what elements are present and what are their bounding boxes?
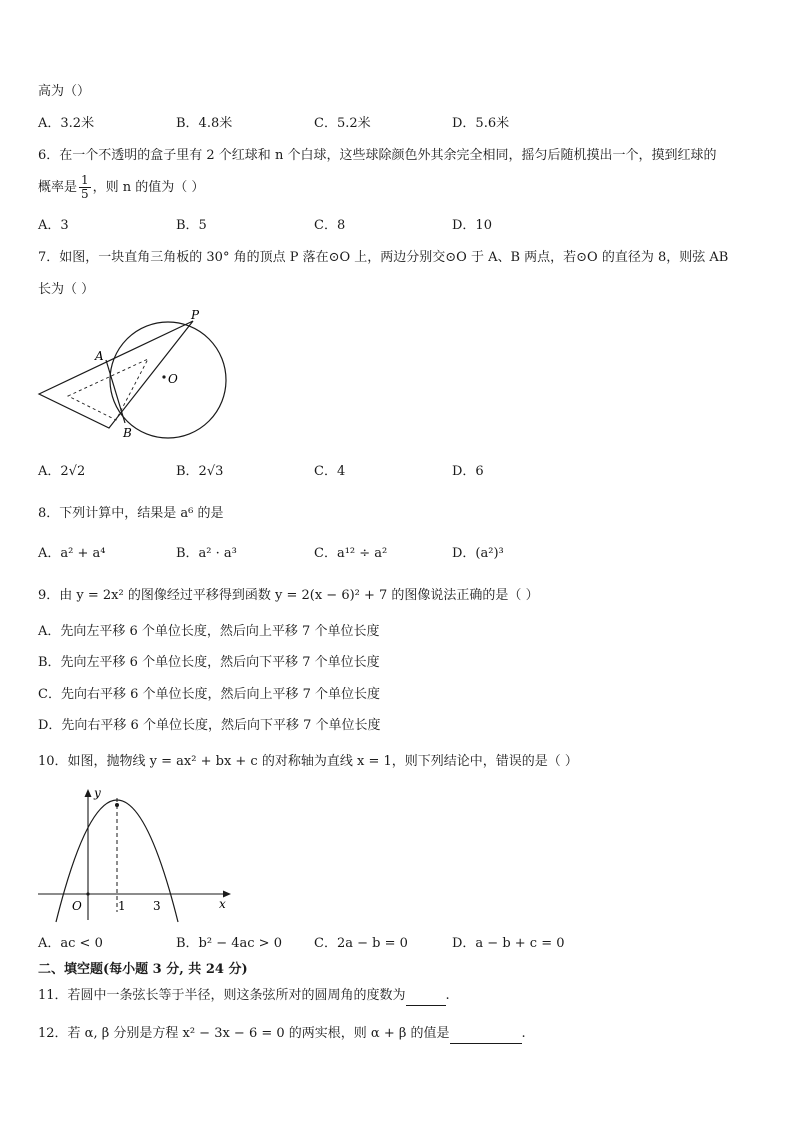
label-one: 1 bbox=[118, 899, 126, 913]
q6-prefix: 概率是 bbox=[38, 180, 78, 195]
q7-option-d: D．6 bbox=[452, 464, 484, 479]
origin-dot bbox=[86, 892, 89, 895]
q7-option-a: A．2√2 bbox=[38, 464, 86, 479]
q7-option-b: B．2√3 bbox=[176, 464, 224, 479]
q10-option-a: A．ac < 0 bbox=[38, 936, 103, 951]
q6-fraction bbox=[79, 174, 91, 201]
q11-answer-blank[interactable] bbox=[406, 987, 446, 1006]
label-three: 3 bbox=[153, 899, 161, 913]
q6-option-d: D．10 bbox=[452, 218, 492, 233]
q9-stem: 9．由 y = 2x² 的图像经过平移得到函数 y = 2(x − 6)² + 7 的图像说法正确的是（ ） bbox=[38, 588, 539, 603]
section-heading: 二、填空题(每小题 3 分, 共 24 分) bbox=[38, 962, 248, 977]
q10-option-b: B．b² − 4ac > 0 bbox=[176, 936, 282, 951]
label-p: P bbox=[191, 308, 200, 322]
q12-answer-blank[interactable] bbox=[450, 1025, 522, 1044]
q8-option-b: B．a² · a³ bbox=[176, 546, 237, 561]
q6-frac-den: 5 bbox=[81, 187, 89, 201]
label-o: O bbox=[168, 372, 178, 386]
q8-option-c: C．a¹² ÷ a² bbox=[314, 546, 388, 561]
q5-tail: 高为（） bbox=[38, 84, 91, 99]
q12-line bbox=[38, 1025, 526, 1044]
label-a: A bbox=[95, 349, 104, 363]
q7-stem-line2: 长为（ ） bbox=[38, 282, 95, 297]
q7-option-c: C．4 bbox=[314, 464, 346, 479]
q6-frac-num: 1 bbox=[81, 173, 89, 187]
q6-option-c: C．8 bbox=[314, 218, 346, 233]
q9-option-a: A．先向左平移 6 个单位长度，然后向上平移 7 个单位长度 bbox=[38, 624, 380, 639]
q6-suffix: ，则 n 的值为（ ） bbox=[92, 180, 205, 195]
q7-figure bbox=[36, 306, 236, 446]
q5-option-d: D．5.6米 bbox=[452, 116, 510, 131]
q12-end: . bbox=[521, 1026, 526, 1041]
q6-option-b: B．5 bbox=[176, 218, 207, 233]
q11-line bbox=[38, 987, 450, 1006]
label-origin: O bbox=[72, 899, 82, 913]
q11-end: . bbox=[445, 988, 450, 1003]
q6-stem-line2 bbox=[38, 174, 204, 202]
q10-option-c: C．2a − b = 0 bbox=[314, 936, 408, 951]
chord-ab bbox=[106, 360, 125, 423]
label-b: B bbox=[123, 426, 132, 440]
q5-option-a: A．3.2米 bbox=[38, 116, 95, 131]
q8-option-a: A．a² + a⁴ bbox=[38, 546, 106, 561]
q10-option-d: D．a − b + c = 0 bbox=[452, 936, 565, 951]
center-dot bbox=[162, 375, 165, 378]
q5-option-b: B．4.8米 bbox=[176, 116, 233, 131]
y-axis-arrow bbox=[85, 789, 92, 797]
vertex-dot bbox=[115, 803, 119, 807]
q12-stem: 12．若 α, β 分别是方程 x² − 3x − 6 = 0 的两实根，则 α + β 的值是 bbox=[38, 1026, 450, 1041]
q9-option-d: D．先向右平移 6 个单位长度，然后向下平移 7 个单位长度 bbox=[38, 718, 381, 733]
q6-stem-line1: 6．在一个不透明的盒子里有 2 个红球和 n 个白球，这些球除颜色外其余完全相同，摇匀后随机摸出一个，摸到红球的 bbox=[38, 148, 717, 163]
q9-option-c: C．先向右平移 6 个单位长度，然后向上平移 7 个单位长度 bbox=[38, 687, 381, 702]
label-x: x bbox=[219, 897, 226, 911]
q10-stem: 10．如图，抛物线 y = ax² + bx + c 的对称轴为直线 x = 1，则下列结论中，错误的是（ ） bbox=[38, 754, 578, 769]
q8-stem: 8．下列计算中，结果是 a⁶ 的是 bbox=[38, 506, 224, 521]
q6-option-a: A．3 bbox=[38, 218, 69, 233]
q11-stem: 11．若圆中一条弦长等于半径，则这条弦所对的圆周角的度数为 bbox=[38, 988, 406, 1003]
label-y: y bbox=[94, 786, 101, 800]
q7-stem-line1: 7．如图，一块直角三角板的 30° 角的顶点 P 落在⊙O 上，两边分别交⊙O 于 A、B 两点，若⊙O 的直径为 8，则弦 AB bbox=[38, 250, 729, 265]
q10-figure bbox=[36, 784, 236, 924]
q8-option-d: D．(a²)³ bbox=[452, 546, 504, 561]
q9-option-b: B．先向左平移 6 个单位长度，然后向下平移 7 个单位长度 bbox=[38, 655, 380, 670]
q5-option-c: C．5.2米 bbox=[314, 116, 371, 131]
